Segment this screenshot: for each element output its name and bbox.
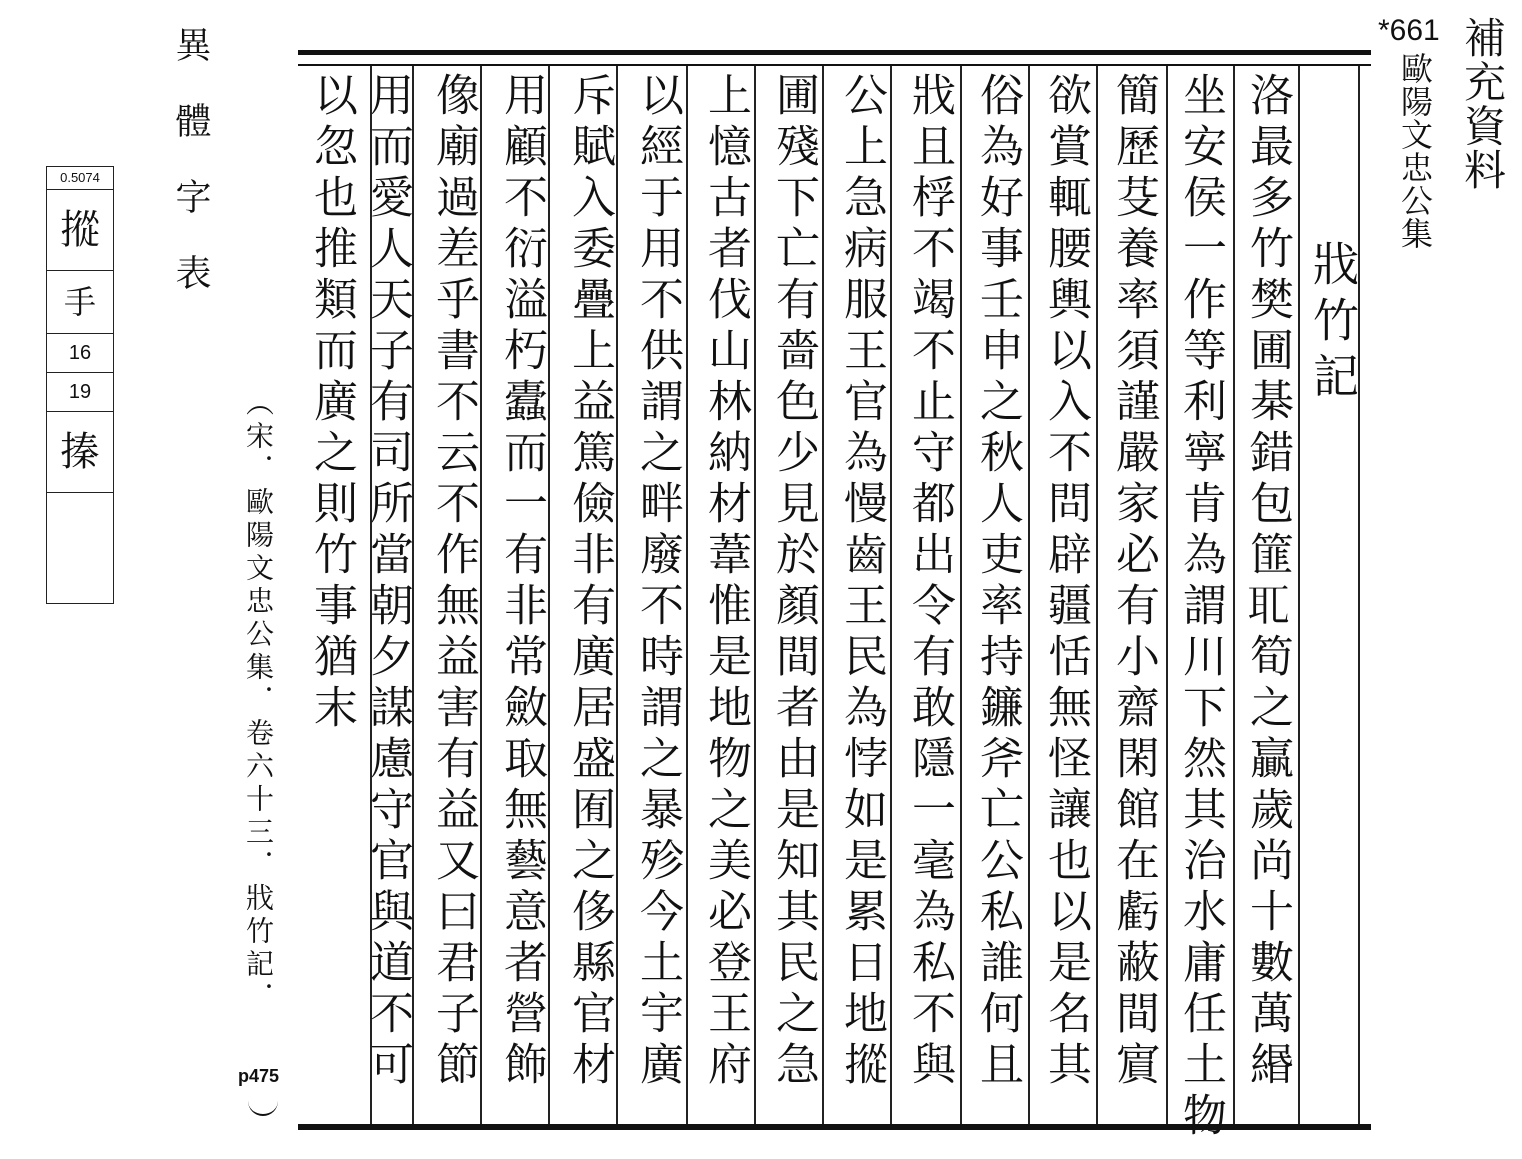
card-strokes-b: 19 xyxy=(47,373,113,412)
column-divider xyxy=(960,66,962,1124)
text-column-11: 斥賦入委疊上益篤儉非有廣居盛囿之侈縣官材 xyxy=(564,72,615,1092)
text-column-1: 洛最多竹樊圃棊錯包篚𦔮筍之贏歲尚十數萬緡 xyxy=(1242,72,1293,1092)
column-divider xyxy=(754,66,756,1124)
text-column-7: 公上急病服王官為慢齒王民為悖如是累日地摐 xyxy=(836,72,887,1092)
text-column-5: 俗為好事壬申之秋人吏率持鐮斧亡公私誰何且 xyxy=(972,72,1023,1092)
column-divider xyxy=(1358,66,1360,1124)
index-card xyxy=(46,166,114,604)
column-divider xyxy=(890,66,892,1124)
text-column-13: 像廟過差乎書不云不作無益害有益又曰君子節 xyxy=(428,72,479,1092)
citation-page: p475 xyxy=(238,1066,280,1086)
column-divider xyxy=(1096,66,1098,1124)
column-divider xyxy=(1028,66,1030,1124)
text-column-8: 圃殘下亡有嗇色少見於顏間者由是知其民之急 xyxy=(768,72,819,1092)
card-radical: 手 xyxy=(47,271,113,334)
text-column-12: 用顧不衍溢朽蠹而一有非常斂取無藝意者營飾 xyxy=(496,72,547,1092)
text-column-15: 以忽也推類而廣之則竹事猶末 xyxy=(306,72,357,735)
card-strokes-a: 16 xyxy=(47,334,113,373)
text-column-10: 以經于用不供謂之畔廢不時謂之暴殄今土宇廣 xyxy=(632,72,683,1092)
document-title: 戕竹記 xyxy=(1306,240,1360,408)
text-column-4: 欲賞輒腰輿以入不問辟疆恬無怪讓也以是名其 xyxy=(1040,72,1091,1092)
card-code: 0.5074 xyxy=(47,167,113,190)
text-column-14: 用而愛人天子有司所當朝夕謀慮守官與道不可 xyxy=(362,72,413,1092)
column-divider xyxy=(1298,66,1300,1124)
top-thin-rule xyxy=(298,64,1371,66)
citation: （宋．歐陽文忠公集．卷六十三．戕竹記． xyxy=(242,388,275,1015)
text-column-3: 簡歷芟養率須謹嚴家必有小齋閑館在虧蔽間賔 xyxy=(1108,72,1159,1092)
supplement-source: 歐陽文忠公集 xyxy=(1396,52,1434,250)
text-column-9: 上憶古者伐山林納材葦惟是地物之美必登王府 xyxy=(700,72,751,1092)
column-divider xyxy=(822,66,824,1124)
column-divider xyxy=(686,66,688,1124)
top-rule xyxy=(298,50,1371,55)
card-character: 摐 xyxy=(47,190,113,271)
text-column-6: 戕且桴不竭不止守都出令有敢隱一毫為私不與 xyxy=(904,72,955,1092)
citation-close-paren xyxy=(248,1096,278,1116)
supplement-number: *661 xyxy=(1378,14,1440,47)
column-divider xyxy=(1166,66,1168,1124)
card-variant: 搸 xyxy=(47,412,113,493)
document-box xyxy=(298,50,1371,1143)
table-title: 異體字表 xyxy=(170,26,211,330)
column-divider xyxy=(1233,66,1235,1124)
text-column-2: 坐安侯一作等利寧肯為謂川下然其治水庸任土物 xyxy=(1175,72,1226,1143)
supplement-title: 補充資料 xyxy=(1458,16,1507,192)
